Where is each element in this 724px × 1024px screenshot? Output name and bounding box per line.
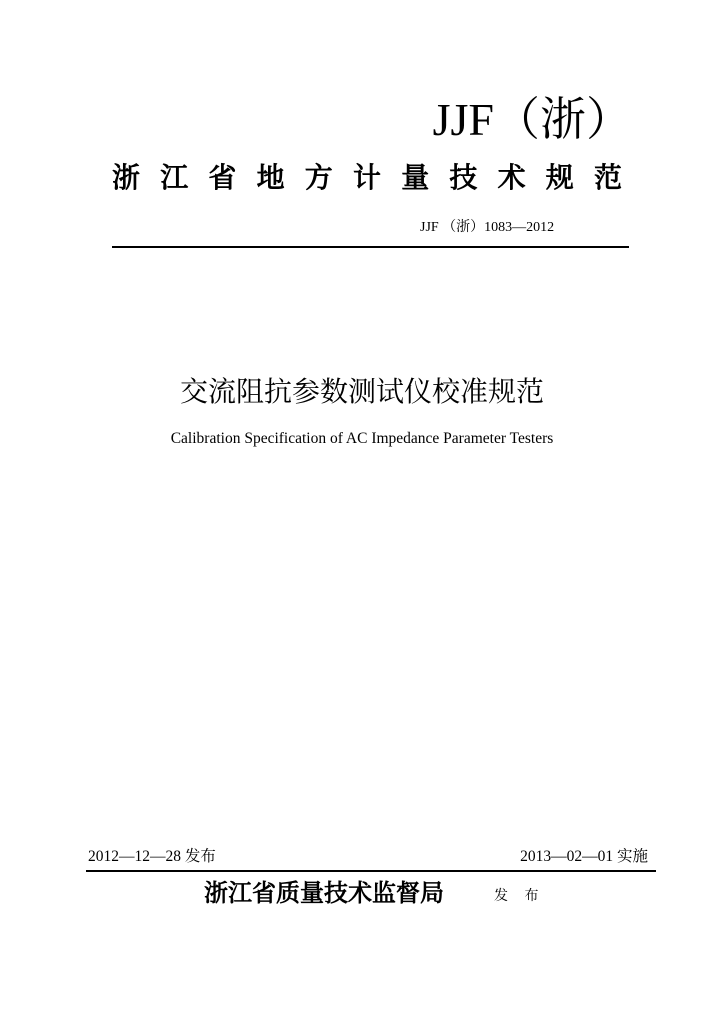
issue-label: 发 布 (494, 888, 545, 904)
issue-date: 2012—12—28 发布 (88, 848, 216, 865)
header-divider (112, 246, 629, 248)
organization-title: 浙 江 省 地 方 计 量 技 术 规 范 (112, 161, 622, 194)
document-code: JJF （浙）1083—2012 (420, 220, 555, 235)
series-mark: JJF（浙） (432, 94, 632, 145)
footer-divider (86, 870, 656, 872)
issuing-authority: 浙江省质量技术监督局 (204, 879, 444, 907)
english-title: Calibration Specification of AC Impedance Parameter Testers (170, 430, 554, 447)
chinese-title: 交流阻抗参数测试仪校准规范 (179, 375, 544, 408)
effective-date: 2013—02—01 实施 (520, 848, 648, 865)
